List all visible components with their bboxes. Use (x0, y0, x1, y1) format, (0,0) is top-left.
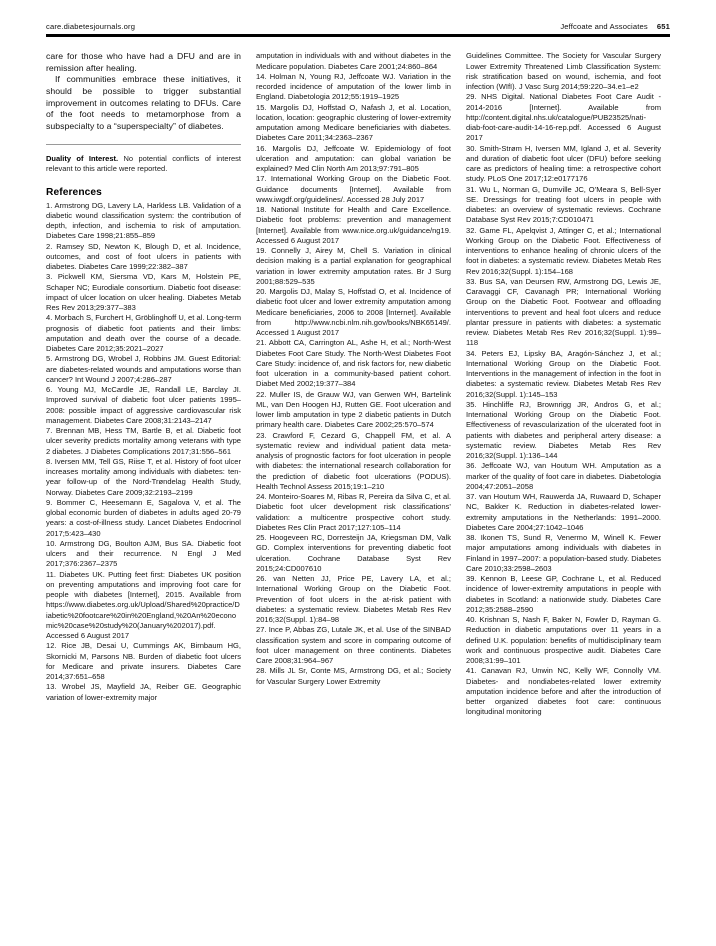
reference-item: 24. Monteiro-Soares M, Ribas R, Pereira da Silva C, et al. Diabetic foot ulcer development risk classifications’ validation: a multicentre prospective cohort study. Diabetes Res Clin Pract 2017;127:105–114 (256, 492, 451, 532)
journal-url: care.diabetesjournals.org (46, 22, 136, 31)
reference-item: 17. International Working Group on the Diabetic Foot. Guidance documents [Internet]. Available from www.iwgdf.org/guidelines/. Accessed 28 July 2017 (256, 174, 451, 204)
column-2 (256, 51, 451, 687)
reference-item: 26. van Netten JJ, Price PE, Lavery LA, et al.; International Working Group on the Diabetic Foot. Prevention of foot ulcers in the at-risk patient with diabetes: a systematic review. Diabetes Metab Res Rev 2016;32(Suppl. 1):84–98 (256, 574, 451, 625)
reference-item: 41. Canavan RJ, Unwin NC, Kelly WF, Connolly VM. Diabetes- and nondiabetes-related lower extremity amputation incidence before and after the introduction of better organized diabetes foot care: continuous longitudinal monitoring (466, 666, 661, 717)
reference-item: 2. Ramsey SD, Newton K, Blough D, et al. Incidence, outcomes, and cost of foot ulcers in patients with diabetes. Diabetes Care 1999;22:382–387 (46, 241, 241, 272)
reference-item: 11. Diabetes UK. Putting feet first: Diabetes UK position on preventing amputations and improving foot care for people with diabetes [Internet], 2015. Available from https://www.diabetes.org.uk/Upload/Shared%20practice/Diabetic%20footcare%20in%20England,%20An%20economic%20case%20study%20(January%202017).pdf. Accessed 6 August 2017 (46, 569, 241, 641)
reference-item: 35. Hinchliffe RJ, Brownrigg JR, Andros G, et al.; International Working Group on the Diabetic Foot. Effectiveness of revascularization of the ulcerated foot in patients with diabetes and peripheral artery disease: a systematic review. Diabetes Metab Res Rev 2016;32(Suppl. 1):136–144 (466, 399, 661, 461)
reference-item: 34. Peters EJ, Lipsky BA, Aragón-Sánchez J, et al.; International Working Group on the Diabetic Foot. Interventions in the management of infection in the foot in diabetes: a systematic review. Diabetes Metab Res Rev 2016;32(Suppl. 1):145–153 (466, 348, 661, 399)
reference-item-continuation: Guidelines Committee. The Society for Vascular Surgery Lower Extremity Threatened Limb Classification System: risk stratification based on wound, ischemia, and foot infection (WIfI). J Vasc Surg 2014;59:220–34.e1–e2 (466, 51, 661, 92)
section-divider (46, 144, 241, 145)
reference-item: 23. Crawford F, Cezard G, Chappell FM, et al. A systematic review and individual patient data meta-analysis of prognostic factors for foot ulceration in people with diabetes: the international research collaboration for the prediction of diabetic foot ulcerations (PODUS). Health Technol Assess 2015;19:1–210 (256, 430, 451, 491)
reference-item: 40. Krishnan S, Nash F, Baker N, Fowler D, Rayman G. Reduction in diabetic amputations over 11 years in a defined U.K. population: benefits of multidisciplinary team work and continuous prospective audit. Diabetes Care 2008;31:99–101 (466, 615, 661, 666)
reference-item: 5. Armstrong DG, Wrobel J, Robbins JM. Guest Editorial: are diabetes-related wounds and amputations worse than cancer? Int Wound J 2007;4:286–287 (46, 354, 241, 384)
reference-item: 22. Muller IS, de Grauw WJ, van Gerwen WH, Bartelink ML, van Den Hoogen HJ, Rutten GE. Foot ulceration and lower limb amputation in type 2 diabetic patients in Dutch primary health care. Diabetes Care 2002;25:570–574 (256, 389, 451, 430)
reference-item: 7. Brennan MB, Hess TM, Bartle B, et al. Diabetic foot ulcer severity predicts mortality among veterans with type 2 diabetes. J Diabetes Complications 2017;31:556–561 (46, 426, 241, 456)
duality-of-interest (46, 154, 241, 174)
reference-item: 37. van Houtum WH, Rauwerda JA, Ruwaard D, Schaper NC, Bakker K. Reduction in diabetes-related lower-extremity amputations in the Netherlands: 1991–2000. Diabetes Care 2004;27:1042–1046 (466, 492, 661, 532)
reference-item: 19. Connelly J, Airey M, Chell S. Variation in clinical decision making is a partial explanation for geographical variation in lower extremity amputation rates. Br J Surg 2001;88:529–535 (256, 246, 451, 286)
reference-item: 39. Kennon B, Leese GP, Cochrane L, et al. Reduced incidence of lower-extremity amputations in people with diabetes in Scotland: a nationwide study. Diabetes Care 2012;35:2588–2590 (466, 574, 661, 614)
reference-item: 28. Mills JL Sr, Conte MS, Armstrong DG, et al.; Society for Vascular Surgery Lower Extremity (256, 666, 451, 686)
references-heading: References (46, 186, 102, 198)
reference-item: 30. Smith-Strøm H, Iversen MM, Igland J, et al. Severity and duration of diabetic foot ulcer (DFU) before seeking care as predictors of healing time: a retrospective cohort study. PLoS One 2017;12:e0177176 (466, 143, 661, 184)
reference-item: 31. Wu L, Norman G, Dumville JC, O’Meara S, Bell-Syer SE. Dressings for treating foot ulcers in people with diabetes: an overview of systematic reviews. Cochrane Database Syst Rev 2015;7:CD010471 (466, 184, 661, 225)
three-column-layout (46, 51, 670, 717)
duality-of-interest-label: Duality of Interest. (46, 154, 119, 164)
reference-item: 25. Hoogeveen RC, Dorresteijn JA, Kriegsman DM, Valk GD. Complex interventions for preventing diabetic foot ulceration. Cochrane Database Syst Rev 2015;24:CD007610 (256, 533, 451, 573)
body-paragraph: If communities embrace these initiatives, it should be possible to trigger substantial improvement in outcomes relating to DFUs. Care of the foot needs to metamorphose from a subspecialty to a “superspecialty” of diabetes. (46, 74, 241, 131)
reference-item: 36. Jeffcoate WJ, van Houtum WH. Amputation as a marker of the quality of foot care in diabetes. Diabetologia 2004;47:2051–2058 (466, 461, 661, 491)
column-1 (46, 51, 241, 702)
column-3 (466, 51, 661, 717)
reference-item: 10. Armstrong DG, Boulton AJM, Bus SA. Diabetic foot ulcers and their recurrence. N Engl J Med 2017;376:2367–2375 (46, 538, 241, 569)
reference-item: 9. Bommer C, Heesemann E, Sagalova V, et al. The global economic burden of diabetes in adults aged 20-79 years: a cost-of-illness study. Lancet Diabetes Endocrinol 2017;5:423–430 (46, 497, 241, 538)
reference-item: 12. Rice JB, Desai U, Cummings AK, Birnbaum HG, Skornicki M, Parsons NB. Burden of diabetic foot ulcers for Medicare and private insurers. Diabetes Care 2014;37:651–658 (46, 641, 241, 682)
reference-list (256, 51, 451, 687)
reference-item: 33. Bus SA, van Deursen RW, Armstrong DG, Lewis JE, Caravaggi CF, Cavanagh PR; International Working Group on the Diabetic Foot. Footwear and offloading interventions to prevent and heal foot ulcers and reduce plantar pressure in patients with diabetes: a systematic review. Diabetes Metab Res Rev 2016;32(Suppl. 1):99–118 (466, 276, 661, 348)
reference-item: 21. Abbott CA, Carrington AL, Ashe H, et al.; North-West Diabetes Foot Care Study. The North-West Diabetes Foot Care Study: incidence of, and risk factors for, new diabetic foot ulceration in a community-based patient cohort. Diabet Med 2002;19:377–384 (256, 338, 451, 389)
body-paragraph: care for those who have had a DFU and are in remission after healing. (46, 51, 241, 73)
reference-item: 15. Margolis DJ, Hoffstad O, Nafash J, et al. Location, location, location: geographic clustering of lower-extremity amputation among Medicare beneficiaries with diabetes. Diabetes Care 2011;34:2363–2367 (256, 102, 451, 143)
reference-list (466, 51, 661, 717)
reference-item: 20. Margolis DJ, Malay S, Hoffstad O, et al. Incidence of diabetic foot ulcer and lower extremity amputation among Medicare beneficiaries, 2006 to 2008 [Internet]. Available from http://www.ncbi.nlm.nih.gov/books/NBK65149/. Accessed 1 August 2017 (256, 287, 451, 338)
reference-item: 3. Pickwell KM, Siersma VD, Kars M, Holstein PE, Schaper NC; Eurodiale consortium. Diabetic foot disease: impact of ulcer location on ulcer healing. Diabetes Metab Res Rev 2013;29:377–383 (46, 272, 241, 313)
running-head (46, 22, 670, 34)
reference-item: 16. Margolis DJ, Jeffcoate W. Epidemiology of foot ulceration and amputation: can global variation be explained? Med Clin North Am 2013;97:791–805 (256, 143, 451, 174)
reference-item: 6. Young MJ, McCardle JE, Randall LE, Barclay JI. Improved survival of diabetic foot ulcer patients 1995–2008: possible impact of aggressive cardiovascular risk management. Diabetes Care 2008;31:2143–2147 (46, 385, 241, 425)
reference-item: 13. Wrobel JS, Mayfield JA, Reiber GE. Geographic variation of lower-extremity major (46, 682, 241, 702)
duality-of-interest-text: No potential conflicts of interest relevant to this article were reported. (46, 154, 241, 174)
reference-item: 4. Morbach S, Furchert H, Gröblinghoff U, et al. Long-term prognosis of diabetic foot patients and their limbs: amputation and death over the course of a decade. Diabetes Care 2012;35:2021–2027 (46, 313, 241, 354)
reference-item: 29. NHS Digital. National Diabetes Foot Care Audit - 2014-2016 [Internet]. Available from http://content.digital.nhs.uk/catalogue/PUB23525/nati-diab-foot-care-audit-14-16-rep.pdf. Accessed 6 August 2017 (466, 92, 661, 143)
header-rule (46, 34, 670, 37)
reference-item: 14. Holman N, Young RJ, Jeffcoate WJ. Variation in the recorded incidence of amputation of the lower limb in England. Diabetologia 2012;55:1919–1925 (256, 71, 451, 102)
reference-item: 1. Armstrong DG, Lavery LA, Harkless LB. Validation of a diabetic wound classification system: the contribution of depth, infection, and ischemia to risk of amputation. Diabetes Care 1998;21:855–859 (46, 200, 241, 241)
reference-item-continuation: amputation in individuals with and without diabetes in the Medicare population. Diabetes Care 2001;24:860–864 (256, 51, 451, 71)
reference-item: 32. Game FL, Apelqvist J, Attinger C, et al.; International Working Group on the Diabetic Foot. Effectiveness of interventions to enhance healing of chronic ulcers of the foot in diabetes: a systematic review. Diabetes Metab Res Rev 2016;32(Suppl. 1):154–168 (466, 225, 661, 276)
reference-item: 18. National Institute for Health and Care Excellence. Diabetic foot problems: prevention and management [Internet]. Available from www.nice.org.uk/guidance/ng19. Accessed 6 August 2017 (256, 205, 451, 245)
reference-item: 27. Ince P, Abbas ZG, Lutale JK, et al. Use of the SINBAD classification system and score in comparing outcome of foot ulcer management on three continents. Diabetes Care 2008;31:964–967 (256, 625, 451, 666)
running-head-authors: Jeffcoate and Associates (560, 22, 648, 31)
reference-item: 38. Ikonen TS, Sund R, Venermo M, Winell K. Fewer major amputations among individuals with diabetes in Finland in 1997–2007: a population-based study. Diabetes Care 2010;33:2598–2603 (466, 533, 661, 573)
reference-item: 8. Iversen MM, Tell GS, Riise T, et al. History of foot ulcer increases mortality among individuals with diabetes: ten-year follow-up of the Nord-Trøndelag Health Study, Norway. Diabetes Care 2009;32:2193–2199 (46, 456, 241, 497)
reference-list (46, 201, 241, 703)
page-number: 651 (656, 22, 670, 31)
